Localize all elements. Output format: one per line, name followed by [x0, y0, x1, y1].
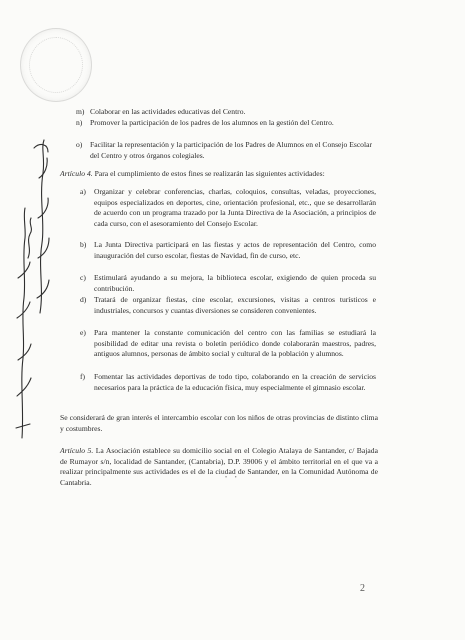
- scan-marks: • •: [225, 475, 237, 481]
- list-item-a: [80, 187, 376, 241]
- list-text: Fomentar las actividades deportivas de todo tipo, colaborando en la creación de servicios necesarios para la práctica de la educación física, muy especialmente el gimnasio escolar.: [94, 372, 376, 392]
- article-4-title: Artículo 4.: [60, 169, 93, 178]
- list-text: La Junta Directiva participará en las fiestas y actos de representación del Centro, como inauguración del curso escolar, fiestas de Navidad, fin de curso, etc.: [94, 240, 376, 260]
- article-5-text: La Asociación establece su domicilio social en el Colegio Atalaya de Santander, c/ Bajada de Rumayor s/n, localidad de Santander, (Cantabria), D.P. 39006 y el ámbito territorial en el que va a realizar principalmente sus actividades es el de la ciudad de Santander, en la Comunidad Autónoma de Cantabria.: [60, 446, 378, 487]
- article-4-heading: [60, 169, 380, 180]
- list-text: Colaborar en las actividades educativas del Centro.: [90, 107, 246, 116]
- list-marker: b): [80, 240, 87, 249]
- list-marker: a): [80, 187, 86, 196]
- list-text: Para mantener la constante comunicación del centro con las familias se estudiará la posibilidad de editar una revista o boletín periódico donde colaborarán maestros, padres, antiguos alumnos, personas de ámbito social y cultural de la población y alumnos.: [94, 328, 376, 359]
- list-item-m: [76, 107, 372, 118]
- list-item-e: [80, 328, 376, 372]
- list-item-d: [80, 295, 376, 328]
- article-5-title: Artículo 5.: [60, 446, 94, 455]
- list-text: Promover la participación de los padres de los alumnos en la gestión del Centro.: [90, 118, 334, 127]
- article-4-intro: Para el cumplimiento de estos fines se realizarán las siguientes actividades:: [94, 169, 325, 178]
- article-4-closing: Se considerará de gran interés el intercambio escolar con los niños de otras provincias de distinto clima y costumbres.: [60, 413, 378, 433]
- list-item-b: [80, 240, 376, 273]
- list-item-o: [76, 140, 372, 162]
- list-text: Facilitar la representación y la participación de los Padres de Alumnos en el Consejo Escolar del Centro y otros órganos colegiales.: [90, 140, 372, 160]
- list-marker: m): [76, 107, 85, 116]
- list-marker: o): [76, 140, 83, 149]
- list-item-c: [80, 273, 376, 295]
- list-text: Estimulará ayudando a su mejora, la biblioteca escolar, exigiendo de quien proceda su contribución.: [94, 273, 376, 293]
- list-marker: f): [80, 372, 86, 381]
- list-marker: c): [80, 273, 86, 282]
- article-5: [60, 446, 378, 488]
- margin-signatures: [4, 138, 54, 448]
- list-marker: e): [80, 328, 86, 337]
- list-item-n: [76, 118, 372, 140]
- page-number: 2: [360, 583, 365, 594]
- stamp-seal: [20, 28, 92, 102]
- list-item-f: [80, 372, 376, 405]
- list-marker: n): [76, 118, 83, 127]
- list-text: Organizar y celebrar conferencias, charlas, coloquios, consultas, veladas, proyecciones, equipos especializados en deportes, cine, orientación profesional, etc., que se desarrollarán de acuerdo con un programa trazado por la Junta Directiva de la Asociación, a principios de cada curso, con el asesoramiento del Consejo Escolar.: [94, 187, 376, 228]
- list-marker: d): [80, 295, 87, 304]
- list-text: Tratará de organizar fiestas, cine escolar, excursiones, visitas a centros turísticos e industriales, concursos y cuantas diversiones se consideren convenientes.: [94, 295, 376, 315]
